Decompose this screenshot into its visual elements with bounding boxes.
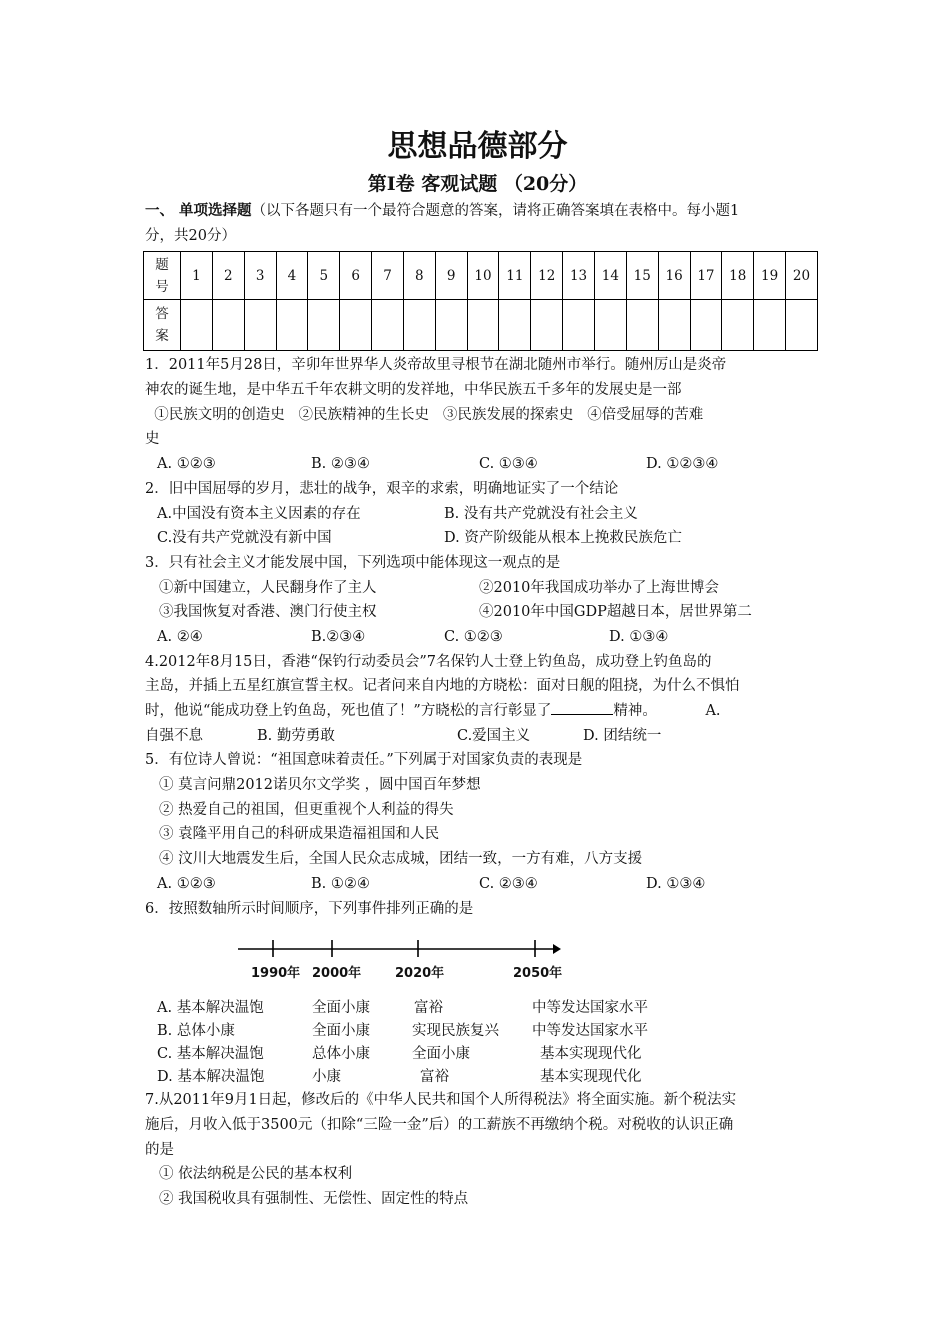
option-d[interactable]: D. ①②③④ xyxy=(646,456,719,473)
option-c-col3: 全面小康 xyxy=(412,1045,470,1062)
q3-item-4: ④2010年中国GDP超越日本，居世界第二 xyxy=(479,604,752,621)
q4-stem: 4.2012年8月15日，香港“保钓行动委员会”7名保钓人士登上钓鱼岛，成功登上钓鱼岛的 xyxy=(145,653,712,670)
row-header-number: 题 号 xyxy=(144,252,181,300)
q4-options xyxy=(145,724,810,749)
row-header-answer: 答 案 xyxy=(144,300,181,351)
option-a-col2: 全面小康 xyxy=(312,1000,370,1017)
option-c[interactable]: C. ②③④ xyxy=(479,875,538,892)
answer-cell[interactable] xyxy=(531,300,563,351)
q3-item-3: ③我国恢复对香港、澳门行使主权 xyxy=(159,604,377,621)
option-c[interactable]: C. ①②③ xyxy=(444,628,503,645)
section-heading: 一、 单项选择题 xyxy=(145,202,252,219)
year-label: 2000年 xyxy=(312,966,362,982)
q7-stem: 7.从2011年9月1日起，修改后的《中华人民共和国个人所得税法》将全面实施。新个税法实 xyxy=(145,1092,737,1109)
option-d[interactable]: D. 基本解决温饱 xyxy=(157,1068,265,1085)
answer-cell[interactable] xyxy=(372,300,404,351)
q4-stem-cont: 主岛，并插上五星红旗宣誓主权。记者问来自内地的方晓松：面对日舰的阻挠，为什么不惧怕 xyxy=(145,678,740,695)
axis-arrow xyxy=(553,944,561,954)
q-number-cell: 14 xyxy=(594,252,626,300)
option-a[interactable]: A. ①②③ xyxy=(157,456,216,473)
q7-stem-end: 的是 xyxy=(145,1141,174,1158)
q2-stem: 2．旧中国屈辱的岁月，悲壮的战争，艰辛的求索，明确地证实了一个结论 xyxy=(145,480,619,497)
option-b[interactable]: B. ②③④ xyxy=(311,456,370,473)
answer-cell[interactable] xyxy=(181,300,213,351)
answer-cell[interactable] xyxy=(754,300,786,351)
q5-item-2: ② 热爱自己的祖国，但更重视个人利益的得失 xyxy=(159,801,454,818)
q-number-cell: 20 xyxy=(786,252,818,300)
q-number-cell: 12 xyxy=(531,252,563,300)
answer-table xyxy=(143,251,818,351)
q1-items-cont: 史 xyxy=(145,431,160,448)
answer-cell[interactable] xyxy=(626,300,658,351)
q3-stem: 3．只有社会主义才能发展中国，下列选项中能体现这一观点的是 xyxy=(145,554,561,571)
q-number-cell: 15 xyxy=(626,252,658,300)
q3-item-1: ①新中国建立，人民翻身作了主人 xyxy=(159,579,377,596)
q-number-cell: 1 xyxy=(181,252,213,300)
option-d[interactable]: D. ①③④ xyxy=(609,628,669,645)
year-label: 1990年 xyxy=(251,966,301,982)
answer-cell[interactable] xyxy=(786,300,818,351)
option-d[interactable]: D. 资产阶级能从根本上挽救民族危亡 xyxy=(444,530,682,547)
q5-item-4: ④ 汶川大地震发生后，全国人民众志成城，团结一致，一方有难，八方支援 xyxy=(159,851,643,868)
option-c-col2: 总体小康 xyxy=(312,1045,370,1062)
q6-options xyxy=(145,997,810,1088)
section-instructions xyxy=(145,199,810,224)
fill-blank[interactable] xyxy=(551,700,613,715)
q-number-cell: 5 xyxy=(308,252,340,300)
q4-stem-blank-line xyxy=(145,699,810,724)
q-number-cell: 18 xyxy=(722,252,754,300)
q-number-cell: 10 xyxy=(467,252,499,300)
answer-cell[interactable] xyxy=(467,300,499,351)
q3-options xyxy=(145,625,810,650)
q-number-cell: 4 xyxy=(276,252,308,300)
answer-cell[interactable] xyxy=(244,300,276,351)
q3-items-34 xyxy=(145,600,810,625)
timeline-axis xyxy=(235,931,565,961)
answer-cell[interactable] xyxy=(658,300,690,351)
q-number-cell: 8 xyxy=(403,252,435,300)
q3-item-2: ②2010年我国成功举办了上海世博会 xyxy=(479,579,719,596)
section-note-cont: 分，共20分） xyxy=(145,227,236,244)
answer-cell[interactable] xyxy=(499,300,531,351)
option-a[interactable]: A.中国没有资本主义因素的存在 xyxy=(157,505,361,522)
q1-items: ①民族文明的创造史 ②民族精神的生长史 ③民族发展的探索史 ④倍受屈辱的苦难 xyxy=(145,406,704,423)
option-b[interactable]: B. ①②④ xyxy=(311,875,370,892)
option-c[interactable]: C. 基本解决温饱 xyxy=(157,1045,264,1062)
q-number-cell: 19 xyxy=(754,252,786,300)
option-b[interactable]: B. 勤劳勇敢 xyxy=(257,727,335,744)
option-a[interactable]: A. ②④ xyxy=(157,628,203,645)
answer-cell[interactable] xyxy=(690,300,722,351)
q1-stem-cont: 神农的诞生地，是中华五千年农耕文明的发祥地，中华民族五千多年的发展史是一部 xyxy=(145,382,682,399)
answer-cell[interactable] xyxy=(308,300,340,351)
q5-options xyxy=(145,872,810,897)
q-number-cell: 3 xyxy=(244,252,276,300)
q7-item-2: ② 我国税收具有强制性、无偿性、固定性的特点 xyxy=(159,1191,469,1208)
answer-cell[interactable] xyxy=(594,300,626,351)
q2-options-ab xyxy=(145,502,810,527)
q3-items-12 xyxy=(145,576,810,601)
option-b-col4: 中等发达国家水平 xyxy=(532,1022,648,1039)
answer-cell[interactable] xyxy=(563,300,595,351)
answer-cell[interactable] xyxy=(403,300,435,351)
q-number-cell: 16 xyxy=(658,252,690,300)
q-number-cell: 13 xyxy=(563,252,595,300)
q1-options xyxy=(145,452,810,477)
option-d[interactable]: D. 团结统一 xyxy=(583,727,662,744)
q5-item-3: ③ 袁隆平用自己的科研成果造福祖国和人民 xyxy=(159,826,440,843)
answer-row xyxy=(144,300,818,351)
q6-stem: 6．按照数轴所示时间顺序，下列事件排列正确的是 xyxy=(145,900,474,917)
q4-stem-post: 精神。 xyxy=(613,703,657,719)
answer-cell[interactable] xyxy=(435,300,467,351)
answer-cell[interactable] xyxy=(212,300,244,351)
option-b-col3: 实现民族复兴 xyxy=(412,1022,499,1039)
option-b[interactable]: B. 总体小康 xyxy=(157,1022,235,1039)
q-number-cell: 6 xyxy=(340,252,372,300)
option-d-col4: 基本实现现代化 xyxy=(540,1068,642,1085)
q-number-cell: 11 xyxy=(499,252,531,300)
option-b-col2: 全面小康 xyxy=(312,1022,370,1039)
option-d-col3: 富裕 xyxy=(420,1068,449,1085)
option-a-col3: 富裕 xyxy=(414,1000,443,1017)
option-c[interactable]: C.没有共产党就没有新中国 xyxy=(157,530,332,547)
option-c[interactable]: C.爱国主义 xyxy=(457,727,531,744)
exam-page xyxy=(145,125,810,1212)
page-title: 思想品德部分 xyxy=(387,129,568,164)
q7-item-1: ① 依法纳税是公民的基本权利 xyxy=(159,1166,353,1183)
part-title: 第Ⅰ卷 客观试题 （20分） xyxy=(367,173,588,195)
option-b[interactable]: B.②③④ xyxy=(311,628,366,645)
option-a-col4: 中等发达国家水平 xyxy=(532,1000,648,1017)
option-d[interactable]: D. ①③④ xyxy=(646,875,706,892)
year-label: 2020年 xyxy=(395,966,445,982)
q2-options-cd xyxy=(145,526,810,551)
question-number-row xyxy=(144,252,818,300)
option-a[interactable]: A. 基本解决温饱 xyxy=(157,1000,264,1017)
option-a[interactable]: A. ①②③ xyxy=(157,875,216,892)
option-a-text[interactable]: 自强不息 xyxy=(145,727,203,744)
answer-cell[interactable] xyxy=(340,300,372,351)
q5-item-1: ① 莫言问鼎2012诺贝尔文学奖 ，圆中国百年梦想 xyxy=(159,777,481,794)
q5-stem: 5．有位诗人曾说：“祖国意味着责任。”下列属于对国家负责的表现是 xyxy=(145,752,583,769)
option-d-col2: 小康 xyxy=(312,1068,341,1085)
section-note: （以下各题只有一个最符合题意的答案，请将正确答案填在表格中。每小题1 xyxy=(251,203,740,219)
option-c[interactable]: C. ①③④ xyxy=(479,456,538,473)
option-c-col4: 基本实现现代化 xyxy=(540,1045,642,1062)
option-b[interactable]: B. 没有共产党就没有社会主义 xyxy=(444,505,638,522)
q-number-cell: 17 xyxy=(690,252,722,300)
option-a-label[interactable]: A. xyxy=(705,703,721,719)
q-number-cell: 2 xyxy=(212,252,244,300)
q-number-cell: 7 xyxy=(372,252,404,300)
q-number-cell: 9 xyxy=(435,252,467,300)
q7-stem-cont: 施后，月收入低于3500元（扣除“三险一金”后）的工薪族不再缴纳个税。对税收的认识正确 xyxy=(145,1117,734,1134)
q4-stem-pre: 时，他说“能成功登上钓鱼岛，死也值了！”方晓松的言行彰显了 xyxy=(145,703,552,719)
year-label: 2050年 xyxy=(513,966,563,982)
q1-stem: 1．2011年5月28日，辛卯年世界华人炎帝故里寻根节在湖北随州市举行。随州厉山是炎帝 xyxy=(145,357,727,374)
timeline-figure xyxy=(145,921,810,997)
answer-cell[interactable] xyxy=(722,300,754,351)
answer-cell[interactable] xyxy=(276,300,308,351)
